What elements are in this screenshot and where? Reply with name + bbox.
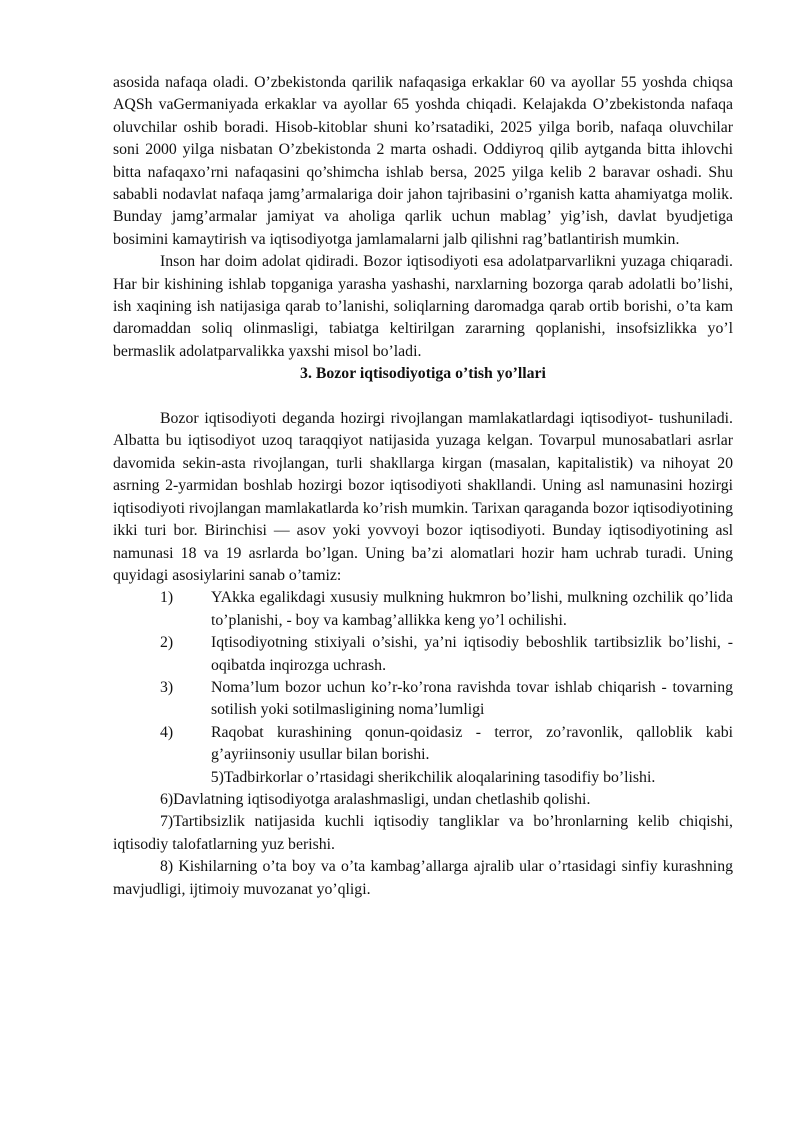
document-page [113, 72, 733, 901]
list-item [113, 632, 733, 677]
paragraph-market-economy: Bozor iqtisodiyoti deganda hozirgi rivojlangan mamlakatlardagi iqtisodiyot- tushuniladi. Albatta bu iqtisodiyot uzoq taraqqiyot natijasida yuzaga kelgan. Tovarpul munosabatlari asrlar davomida sekin-asta rivojlangan, turli shakllarga kirgan (masalan, kapitalistik) va nihoyat 20 asrning 2-yarmidan boshlab hozirgi bozor iqtisodiyoti shakllandi. Uning asl namunasini hozirgi iqtisodiyoti rivojlangan mamlakatlarda ko’rish mumkin. Tarixan qaraganda bozor iqtisodiyotining ikki turi bor. Birinchisi — asov yoki yovvoyi bozor iqtisodiyoti. Bunday iqtisodiyotining asl namunasi 18 va 19 asrlarda bo’lgan. Uning ba’zi alomatlari hozir ham uchrab turadi. Uning quyidagi asosiylarini sanab o’tamiz: [113, 410, 733, 584]
list-item-number: 4) [160, 723, 174, 741]
list-item-text: Raqobat kurashining qonun-qoidasiz - terror, zo’ravonlik, qalloblik kabi g’ayriinsoniy usullar bilan borishi. [211, 723, 733, 764]
list-item-5: 5)Tadbirkorlar o’rtasidagi sherikchilik aloqalarining tasodifiy bo’lishi. [210, 768, 656, 786]
list-item-text: Noma’lum bozor uchun ko’r-ko’rona ravishda tovar ishlab chiqarish - tovarning sotilish yoki sotilmasligining noma’lumligi [211, 678, 733, 719]
list-item-text: YAkka egalikdagi xususiy mulkning hukmron bo’lishi, mulkning ozchilik qo’lida to’planishi, - boy va kambag’allikka keng yo’l ochilishi. [211, 589, 733, 629]
section-heading: 3. Bozor iqtisodiyotiga o’tish yo’llari [300, 365, 546, 383]
list-item-6: 6)Davlatning iqtisodiyotga aralashmasligi, undan chetlashib qolishi. [160, 790, 591, 808]
paragraph-justice: Inson har doim adolat qidiradi. Bozor iqtisodiyoti esa adolatparvarlikni yuzaga chiqaradi. Har bir kishining ishlab topganiga yarasha yashashi, narxlarning bozorga qarab adolatli bo’lishi, ish xaqining ish natijasiga qarab to’lanishi, soliqlarning daromadga qarab ortib borishi, o’ta kam daromaddan soliq olinmasligi, tabiatga keltirilgan zararning qoplanishi, insofsizlikka yo’l bermaslik adolatparvalikka yaxshi misol bo’ladi. [113, 253, 733, 360]
paragraph-pension: asosida nafaqa oladi. O’zbekistonda qarilik nafaqasiga erkaklar 60 va ayollar 55 yoshda chiqsa AQSh vaGermaniyada erkaklar va ayollar 65 yoshda chiqadi. Kelajakda O’zbekistonda nafaqa oluvchilar oshib boradi. Hisob-kitoblar shuni ko’rsatadiki, 2025 yilga borib, nafaqa oluvchilar soni 2000 yilga nisbatan O’zbekistonda 2 marta oshadi. Oddiyroq qilib aytganda bitta ihlovchi bitta nafaqaxo’rni nafaqasini qo’shimcha ishlab bersa, 2025 yilga kelib 2 baravar oshadi. Shu sababli nodavlat nafaqa jamg’armalariga doir jahon tajribasini o’rganish katta ahamiyatga molik. Bunday jamg’armalar jamiyat va aholiga qarlik uchun mablag’ yig’ish, davlat byudjetiga bosimini kamaytirish va iqtisodiyotga jamlamalarni jalb qilishni rag’batlantirish mumkin. [113, 74, 733, 248]
list-item [113, 722, 733, 767]
list-item-8: 8) Kishilarning o’ta boy va o’ta kambag’allarga ajralib ular o’rtasidagi sinfiy kurashning mavjudligi, ijtimoiy muvozanat yo’qligi. [113, 858, 733, 898]
list-item-7: 7)Tartibsizlik natijasida kuchli iqtisodiy tangliklar va bo’hronlarning kelib chiqishi, iqtisodiy talofatlarning yuz berishi. [113, 813, 733, 853]
list-item-number: 1) [160, 589, 174, 607]
list-item [113, 587, 733, 632]
list-item-text: Iqtisodiyotning stixiyali o’sishi, ya’ni iqtisodiy beboshlik tartibsizlik bo’lishi, - oqibatda inqirozga uchrash. [211, 634, 733, 674]
list-item-number: 2) [160, 634, 174, 652]
list-item-number: 3) [160, 678, 174, 696]
list-item [113, 677, 733, 722]
